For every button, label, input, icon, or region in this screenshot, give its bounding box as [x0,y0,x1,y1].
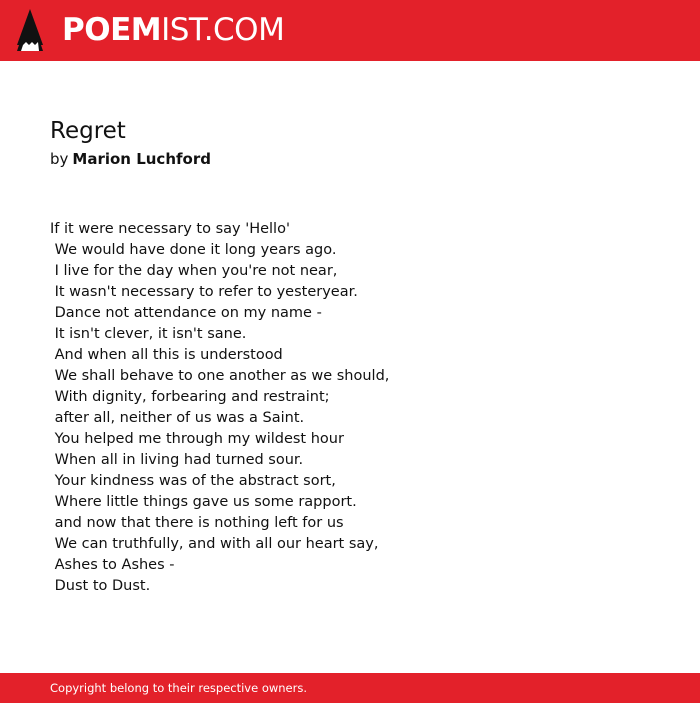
poem-line: You helped me through my wildest hour [50,431,344,447]
poem-line: We would have done it long years ago. [50,242,337,258]
poem-line: Where little things gave us some rapport. [50,494,357,510]
poem-line: I live for the day when you're not near, [50,263,338,279]
poem-line: With dignity, forbearing and restraint; [50,389,330,405]
poem-line: It wasn't necessary to refer to yesteryear. [50,284,358,300]
poem-line: Your kindness was of the abstract sort, [50,473,336,489]
poem-line: And when all this is understood [50,347,283,363]
poem-line: We can truthfully, and with all our heart say, [50,536,379,552]
brand-bold: POEM [62,12,162,48]
by-label: by [50,150,69,168]
author-link[interactable]: Marion Luchford [72,150,211,168]
brand-light: IST.COM [161,12,285,48]
poem-line: after all, neither of us was a Saint. [50,410,305,426]
copyright-text: Copyright belong to their respective owners. [50,681,308,695]
byline [50,150,211,168]
poem-line: If it were necessary to say 'Hello' [50,221,290,237]
poem-line: When all in living had turned sour. [50,452,304,468]
poem-line: We shall behave to one another as we should, [50,368,390,384]
poem-body [50,219,389,597]
poem-line: and now that there is nothing left for us [50,515,344,531]
poem-line: Dance not attendance on my name - [50,305,322,321]
poem-line: It isn't clever, it isn't sane. [50,326,247,342]
poem-title: Regret [50,118,126,144]
site-footer [0,673,700,703]
poem-line: Ashes to Ashes - [50,557,175,573]
site-logo[interactable] [62,11,284,49]
pencil-icon[interactable] [17,9,43,51]
poem-line: Dust to Dust. [50,578,151,594]
site-header [0,0,700,61]
